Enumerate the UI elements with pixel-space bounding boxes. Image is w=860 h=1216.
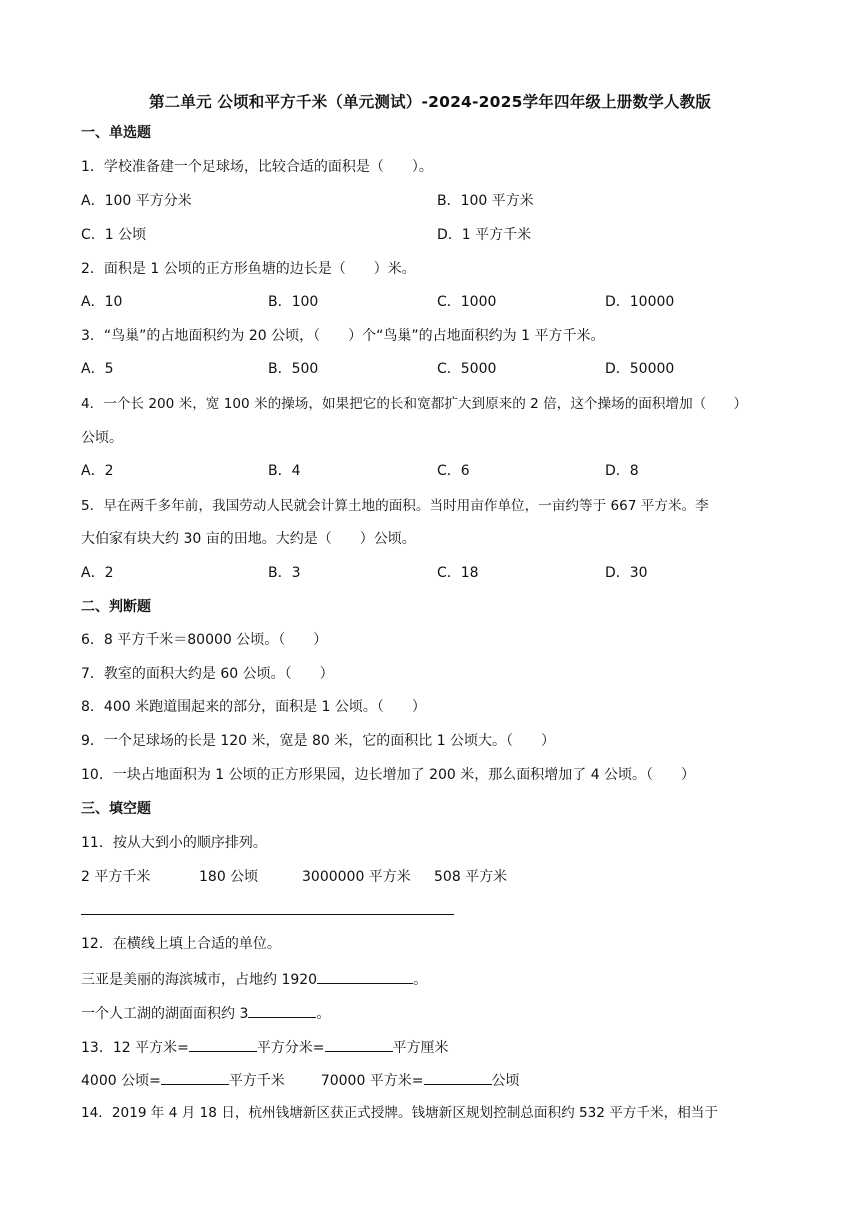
question-8: 8．400 米跑道围起来的部分，面积是 1 公顷。（ ） [81, 699, 426, 715]
q5-option-a: A．2 [81, 565, 114, 581]
question-10: 10．一块占地面积为 1 公顷的正方形果园，边长增加了 200 米，那么面积增加了 4 公顷。（ ） [81, 767, 696, 783]
q3-option-d: D．50000 [605, 361, 675, 377]
q13-part3: 平方厘米 [392, 1040, 449, 1056]
q12-line2-end: 。 [316, 1006, 331, 1022]
q4-option-d: D．8 [605, 463, 639, 479]
question-4-stem-line2: 公顷。 [81, 430, 123, 446]
q1-option-d: D．1 平方千米 [437, 227, 532, 243]
q4-option-a: A．2 [81, 463, 114, 479]
q5-option-c: C．18 [437, 565, 479, 581]
q13-part1: 13．12 平方米= [81, 1040, 189, 1056]
q13-part2: 平方分米= [256, 1040, 325, 1056]
q13-part6: 70000 平方米= [320, 1073, 424, 1089]
q13-blank-1[interactable] [189, 1036, 257, 1052]
question-4-stem-line1: 4．一个长 200 米，宽 100 米的操场，如果把它的长和宽都扩大到原来的 2 倍，这个操场的面积增加（ ） [81, 396, 748, 412]
q11-item-2: 180 公顷 [199, 869, 259, 885]
q5-option-b: B．3 [268, 565, 301, 581]
question-13-line1 [81, 1036, 449, 1058]
q12-blank-2[interactable] [248, 1002, 316, 1018]
q2-option-b: B．100 [268, 294, 319, 310]
q11-answer-line[interactable] [81, 914, 454, 915]
q11-item-1: 2 平方千米 [81, 869, 151, 885]
section-heading-single-choice: 一、单选题 [81, 125, 151, 141]
q12-line1-text: 三亚是美丽的海滨城市，占地约 1920 [81, 972, 318, 988]
question-5-stem-line1: 5．早在两千多年前，我国劳动人民就会计算土地的面积。当时用亩作单位，一亩约等于 667 平方米。李 [81, 498, 709, 514]
q13-blank-2[interactable] [325, 1036, 393, 1052]
question-6: 6．8 平方千米＝80000 公顷。（ ） [81, 632, 328, 648]
question-9: 9．一个足球场的长是 120 米，宽是 80 米，它的面积比 1 公顷大。（ ） [81, 733, 556, 749]
q12-blank-1[interactable] [317, 968, 413, 984]
q4-option-b: B．4 [268, 463, 301, 479]
q13-blank-3[interactable] [161, 1069, 229, 1085]
q12-line-1 [81, 968, 427, 990]
q3-option-a: A．5 [81, 361, 114, 377]
question-3-stem: 3．“鸟巢”的占地面积约为 20 公顷，（ ）个“鸟巢”的占地面积约为 1 平方千米。 [81, 328, 605, 344]
q13-blank-4[interactable] [424, 1069, 492, 1085]
q1-option-c: C．1 公顷 [81, 227, 147, 243]
question-1-stem: 1．学校准备建一个足球场，比较合适的面积是（ ）。 [81, 159, 433, 175]
q1-option-a: A．100 平方分米 [81, 193, 192, 209]
q13-part4: 4000 公顷= [81, 1073, 161, 1089]
q13-part7: 公顷 [491, 1073, 520, 1089]
question-12-stem: 12．在横线上填上合适的单位。 [81, 936, 281, 952]
question-14-stem: 14．2019 年 4 月 18 日，杭州钱塘新区获正式授牌。钱塘新区规划控制总面积约 532 平方千米，相当于 [81, 1105, 718, 1121]
question-2-stem: 2．面积是 1 公顷的正方形鱼塘的边长是（ ）米。 [81, 261, 416, 277]
q12-line2-text: 一个人工湖的湖面面积约 3 [81, 1006, 249, 1022]
q2-option-a: A．10 [81, 294, 123, 310]
question-13-line2 [81, 1069, 520, 1091]
q3-option-b: B．500 [268, 361, 319, 377]
q3-option-c: C．5000 [437, 361, 497, 377]
q4-option-c: C．6 [437, 463, 470, 479]
section-heading-fill-in: 三、填空题 [81, 801, 151, 817]
question-7: 7．教室的面积大约是 60 公顷。（ ） [81, 666, 334, 682]
question-5-stem-line2: 大伯家有块大约 30 亩的田地。大约是（ ）公顷。 [81, 531, 416, 547]
q12-line1-end: 。 [413, 972, 428, 988]
q2-option-d: D．10000 [605, 294, 675, 310]
q2-option-c: C．1000 [437, 294, 497, 310]
q5-option-d: D．30 [605, 565, 648, 581]
section-heading-true-false: 二、判断题 [81, 599, 151, 615]
q1-option-b: B．100 平方米 [437, 193, 534, 209]
q11-item-3: 3000000 平方米 [302, 869, 411, 885]
q11-item-4: 508 平方米 [434, 869, 508, 885]
q13-part5: 平方千米 [228, 1073, 285, 1089]
page-title: 第二单元 公顷和平方千米（单元测试）-2024-2025学年四年级上册数学人教版 [148, 93, 712, 111]
q12-line-2 [81, 1002, 330, 1024]
question-11-stem: 11．按从大到小的顺序排列。 [81, 835, 267, 851]
